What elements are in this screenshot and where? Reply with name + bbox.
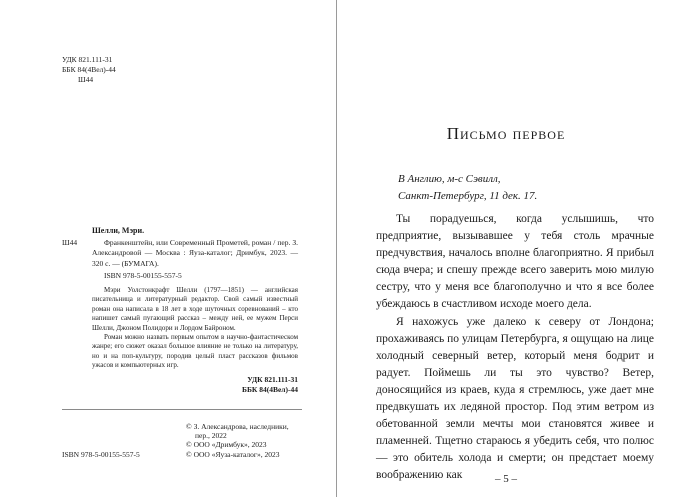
dateline-recipient: В Англию, м-с Сэвилл, [398, 173, 501, 185]
catalog-card [92, 226, 298, 395]
classification-bottom [92, 375, 298, 395]
chapter-title: Письмо первое [446, 124, 566, 143]
copyright-drimbuk: © ООО «Дримбук», 2023 [186, 440, 267, 450]
dateline [398, 171, 537, 205]
copyright-translator: © З. Александрова, наследники, [186, 422, 289, 431]
author-sign-code: Ш44 [78, 75, 94, 84]
body-text [376, 211, 654, 485]
bbk-code: ББК 84(4Вел)-44 [62, 65, 116, 74]
page-gutter [336, 0, 337, 497]
catalog-author-sign: Ш44 [62, 238, 78, 247]
udk-code: УДК 821.111-31 [62, 55, 113, 64]
body-paragraph-2: Я нахожусь уже далеко к северу от Лондона; прохаживаясь по улицам Петербурга, я ощущаю на лице холодный северный ветер, который меня бодрит и радует. Поймешь ли ты это чувство? Ветер, доносящийся из краев, куда я стремлюсь, уже дает мне предвкушать их ледяной простор. Под этим ветром из обетованной земли мечты мои становятся живее и пламенней. Тщетно стараюсь я убедить себя, что полюс — это обитель холода и смерти; он предстает моему воображению как [376, 315, 654, 482]
copyright-block [186, 422, 306, 459]
right-page-text [338, 0, 674, 497]
copyright-translator-cont: пер., 2022 [195, 431, 227, 441]
catalog-author: Шелли, Мэри. [92, 226, 145, 235]
isbn-bottom: ISBN 978-5-00155-557-5 [62, 450, 140, 459]
bbk-code-bottom: ББК 84(4Вел)-44 [241, 384, 298, 394]
classification-top [62, 55, 116, 85]
page-number: – 5 – [495, 473, 517, 485]
annotation-paragraph-2: Роман можно назвать первым опытом в научно-фантастическом жанре; его сюжет оказал большое влияние не только на литературу, но и на поп-культуру, породив целый пласт рассказов фильмов ужасов и компьютерных игр. [92, 333, 298, 370]
body-paragraph-1: Ты порадуешься, когда услышишь, что предприятие, вызывавшее у тебя столь мрачные предчувствия, началось вполне благоприятно. Я прибыл сюда вчера; и спешу прежде всего заверить мою милую сестру, что у меня все благополучно и что я все более убеждаюсь в счастливом исходе моего дела. [376, 213, 654, 311]
dateline-place-date: Санкт-Петербург, 11 дек. 17. [398, 190, 538, 202]
annotation-paragraph-1: Мэри Уолстонкрафт Шелли (1797—1851) — английская писательница и литературный редактор. Свой самый известный роман она написала в 18 лет в ходе шуточных соревнований – кто напишет самый пугающий рассказ – между ней, ее мужем Перси Шелли, Джоном Полидори и Лордом Байроном. [92, 286, 298, 332]
separator-line [62, 409, 302, 410]
catalog-isbn: ISBN 978-5-00155-557-5 [104, 270, 182, 280]
catalog-entry: Франкенштейн, или Современный Прометей, роман / пер. З. Александровой — Москва : Яуза-каталог; Дримбук, 2023. — 320 с. — (БУМАГА). [92, 238, 298, 268]
copyright-yauza: © ООО «Яуза-каталог», 2023 [186, 449, 280, 459]
udk-code-bottom: УДК 821.111-31 [247, 374, 298, 384]
